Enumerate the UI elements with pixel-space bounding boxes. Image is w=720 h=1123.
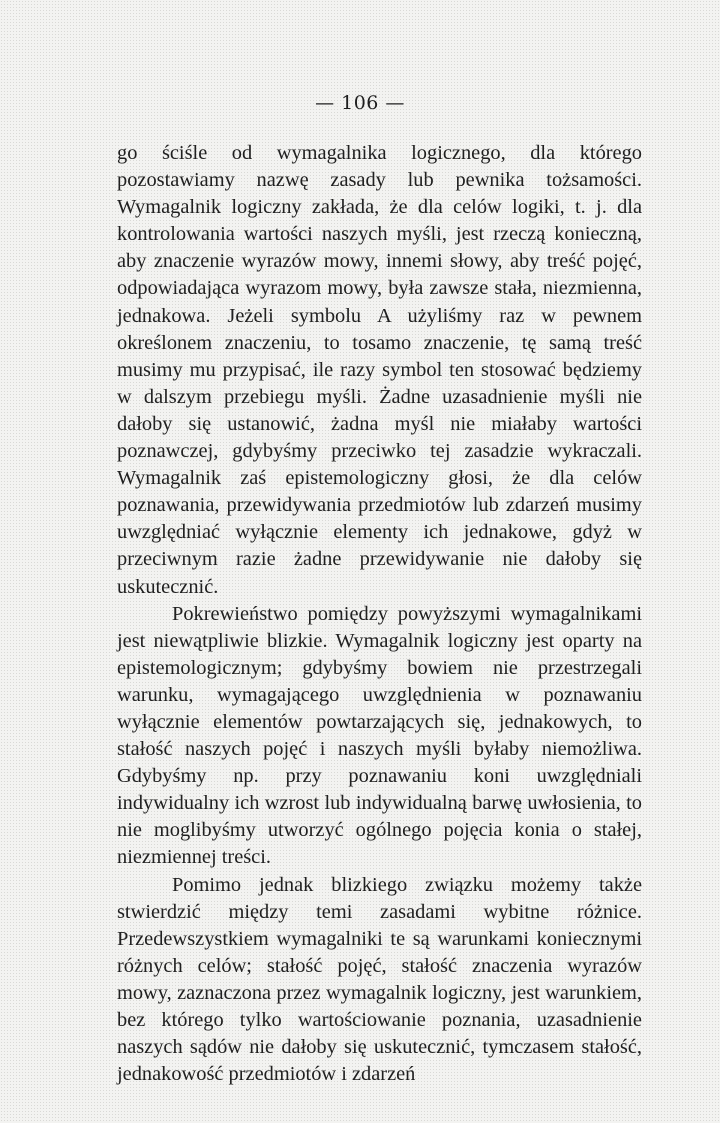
body-text <box>117 140 642 1088</box>
paragraph-kinship: Pokrewieństwo pomiędzy powyższymi wymagalnikami jest niewątpliwie blizkie. Wymagalnik logiczny jest oparty na epistemologicznym; gdybyśmy bowiem nie przestrzegali warunku, wymagającego uwzględnienia w poznawaniu wyłącznie elementów powtarzających się, jednakowych, to stałość naszych pojęć i naszych myśli byłaby niemożliwa. Gdybyśmy np. przy poznawaniu koni uwzględniali indywidualny ich wzrost lub indywidualną barwę uwłosienia, to nie moglibyśmy utworzyć ogólnego pojęcia konia o stałej, niezmiennej treści. <box>117 602 642 869</box>
paragraph-differences: Pomimo jednak blizkiego związku możemy także stwierdzić między temi zasadami wybitne różnice. Przedewszystkiem wymagalniki te są warunkami koniecznymi różnych celów; stałość pojęć, stałość znaczenia wyrazów mowy, zaznaczona przez wymagalnik logiczny, jest warunkiem, bez którego tylko wartościowanie poznania, uzasadnienie naszych sądów nie dałoby się uskutecznić, tymczasem stałość, jednakowość przedmiotów i zdarzeń <box>117 873 642 1086</box>
paragraph-continued: go ściśle od wymagalnika logicznego, dla którego pozostawiamy nazwę zasady lub pewnika tożsamości. Wymagalnik logiczny zakłada, że dla celów logiki, t. j. dla kontrolowania wartości naszych myśli, jest rzeczą konieczną, aby znaczenie wyrazów mowy, innemi słowy, aby treść pojęć, odpowiadająca wyrazom mowy, była zawsze stała, niezmienna, jednakowa. Jeżeli symbolu A użyliśmy raz w pewnem określonem znaczeniu, to tosamo znaczenie, tę samą treść musimy mu przypisać, ile razy symbol ten stosować będziemy w dalszym przebiegu myśli. Żadne uzasadnienie myśli nie dałoby się ustanowić, żadna myśl nie miałaby wartości poznawczej, gdybyśmy przeciwko tej zasadzie wykraczali. Wymagalnik zaś epistemologiczny głosi, że dla celów poznawania, przewidywania przedmiotów lub zdarzeń musimy uwzględniać wyłącznie elementy ich jednakowe, gdyż w przeciwnym razie żadne przewidywanie nie dałoby się uskutecznić. <box>117 142 642 598</box>
page-number: — 106 — <box>315 92 405 114</box>
